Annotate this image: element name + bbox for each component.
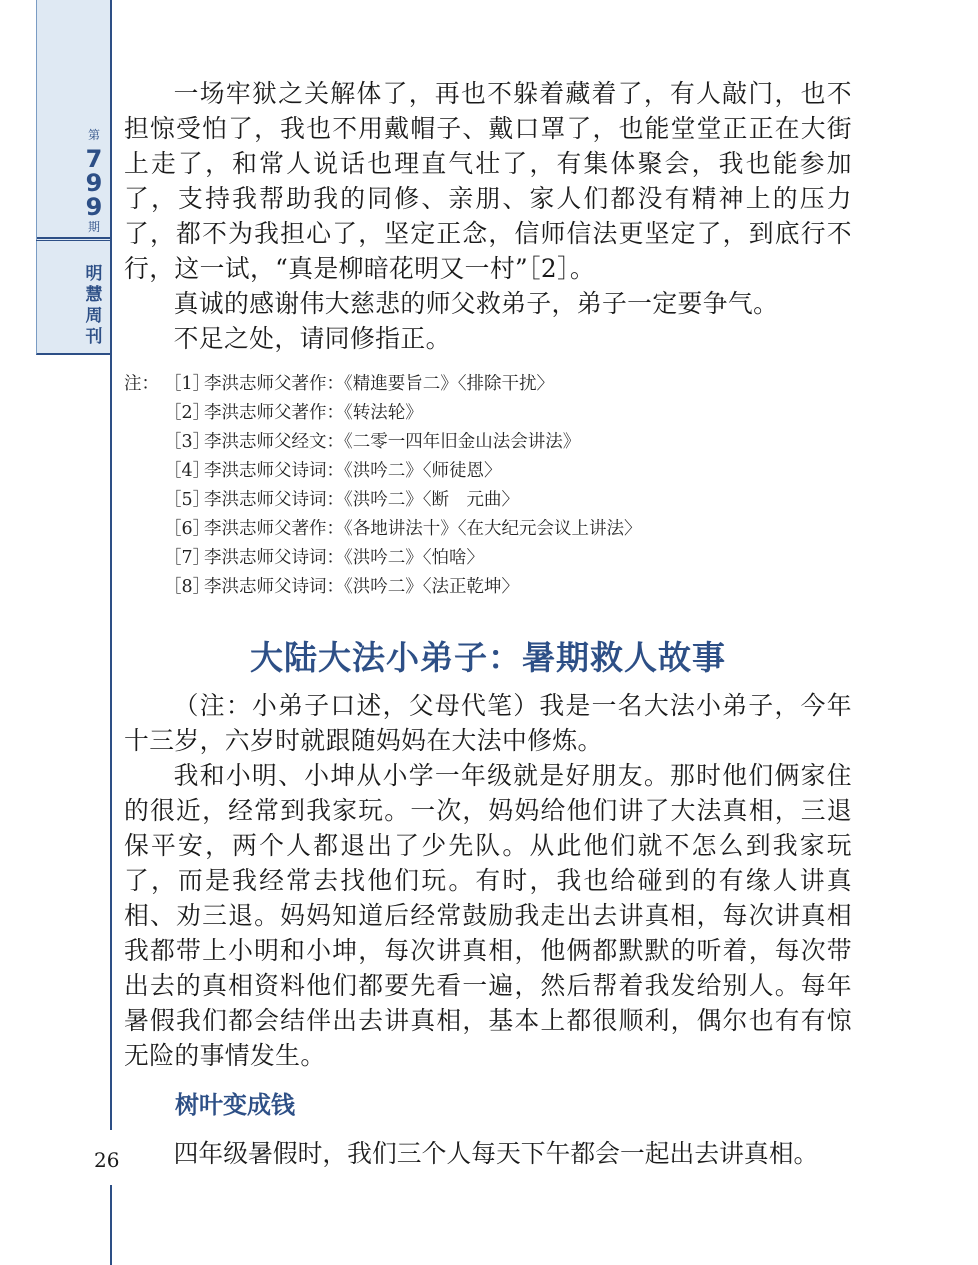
footnote-number: ［4］ xyxy=(164,461,211,481)
body-paragraph: 一场牢狱之关解体了，再也不躲着藏着了，有人敲门，也不担惊受怕了，我也不用戴帽子、戴口罩了，也能堂堂正正在大街上走了，和常人说话也理直气壮了，有集体聚会，我也能参加了，支持我帮助我的同修、亲朋、家人们都没有精神上的压力了，都不为我担心了，坚定正念，信师信法更坚定了，到底行不行，这一试，“真是柳暗花明又一村”［2］。 xyxy=(124,79,852,283)
footnote-row xyxy=(124,399,852,428)
magazine-name-char: 慧 xyxy=(85,285,103,305)
footnote-number: ［2］ xyxy=(164,403,211,423)
footnote-number: ［8］ xyxy=(164,577,211,597)
magazine-name-char: 周 xyxy=(85,306,103,326)
footnote-number: ［3］ xyxy=(164,432,211,452)
footnote-row xyxy=(124,370,852,399)
footnote-number: ［5］ xyxy=(164,490,211,510)
issue-prefix: 第 xyxy=(87,128,100,142)
footnote-row xyxy=(124,486,852,515)
footnote-text: 李洪志师父经文：《二零一四年旧金山法会讲法》 xyxy=(204,432,581,452)
footnote-row xyxy=(124,428,852,457)
footnote-number: ［6］ xyxy=(164,519,211,539)
footnote-text: 李洪志师父著作：《转法轮》 xyxy=(204,403,423,423)
body-paragraph: 真诚的感谢伟大慈悲的师父救弟子，弟子一定要争气。 xyxy=(173,289,779,318)
footnote-text: 李洪志师父著作：《各地讲法十》〈在大纪元会议上讲法〉 xyxy=(204,519,642,539)
footnote-text: 李洪志师父诗词：《洪吟二》〈怕啥〉 xyxy=(204,548,484,568)
article-body-continued xyxy=(124,1136,852,1171)
body-paragraph: 四年级暑假时，我们三个人每天下午都会一起出去讲真相。 xyxy=(173,1139,819,1168)
article-body xyxy=(124,688,852,1073)
footnote-row xyxy=(124,457,852,486)
footnote-text: 李洪志师父诗词：《洪吟二》〈法正乾坤〉 xyxy=(204,577,519,597)
sidebar-rule xyxy=(36,240,111,241)
footnote-text: 李洪志师父诗词：《洪吟二》〈断 元曲〉 xyxy=(204,490,519,510)
footnote-text: 李洪志师父著作：《精進要旨二》〈排除干扰〉 xyxy=(204,374,554,394)
footnote-number: ［1］ xyxy=(164,374,211,394)
magazine-name-char: 刊 xyxy=(85,327,103,347)
article-title: 大陆大法小弟子：暑期救人故事 xyxy=(250,638,726,677)
footnote-row xyxy=(124,573,852,602)
issue-digit: 9 xyxy=(85,193,103,221)
footnote-row xyxy=(124,544,852,573)
footnotes xyxy=(124,370,852,602)
section-subtitle: 树叶变成钱 xyxy=(175,1091,295,1119)
previous-article-body xyxy=(124,76,852,356)
body-paragraph: 我和小明、小坤从小学一年级就是好朋友。那时他们俩家住的很近，经常到我家玩。一次，妈妈给他们讲了大法真相，三退保平安，两个人都退出了少先队。从此他们就不怎么到我家玩了，而是我经常去找他们玩。有时，我也给碰到的有缘人讲真相、劝三退。妈妈知道后经常鼓励我走出去讲真相，每次讲真相我都带上小明和小坤，每次讲真相，他俩都默默的听着，每次带出去的真相资料他们都要先看一遍，然后帮着我发给别人。每年暑假我们都会结伴出去讲真相，基本上都很顺利，偶尔也有有惊无险的事情发生。 xyxy=(124,761,852,1070)
issue-suffix: 期 xyxy=(87,220,100,234)
body-paragraph: 不足之处，请同修指正。 xyxy=(173,324,451,353)
magazine-name-char: 明 xyxy=(85,264,103,284)
footnote-row xyxy=(124,515,852,544)
issue-digit: 7 xyxy=(85,145,103,173)
footnote-text: 李洪志师父诗词：《洪吟二》〈师徒恩〉 xyxy=(204,461,502,481)
page-number: 26 xyxy=(94,1148,120,1172)
body-paragraph: （注：小弟子口述，父母代笔）我是一名大法小弟子，今年十三岁，六岁时就跟随妈妈在大法中修炼。 xyxy=(124,691,852,755)
issue-digit: 9 xyxy=(85,169,103,197)
margin-line xyxy=(110,0,112,1265)
footnote-label: 注： xyxy=(124,374,159,394)
footnote-number: ［7］ xyxy=(164,548,211,568)
